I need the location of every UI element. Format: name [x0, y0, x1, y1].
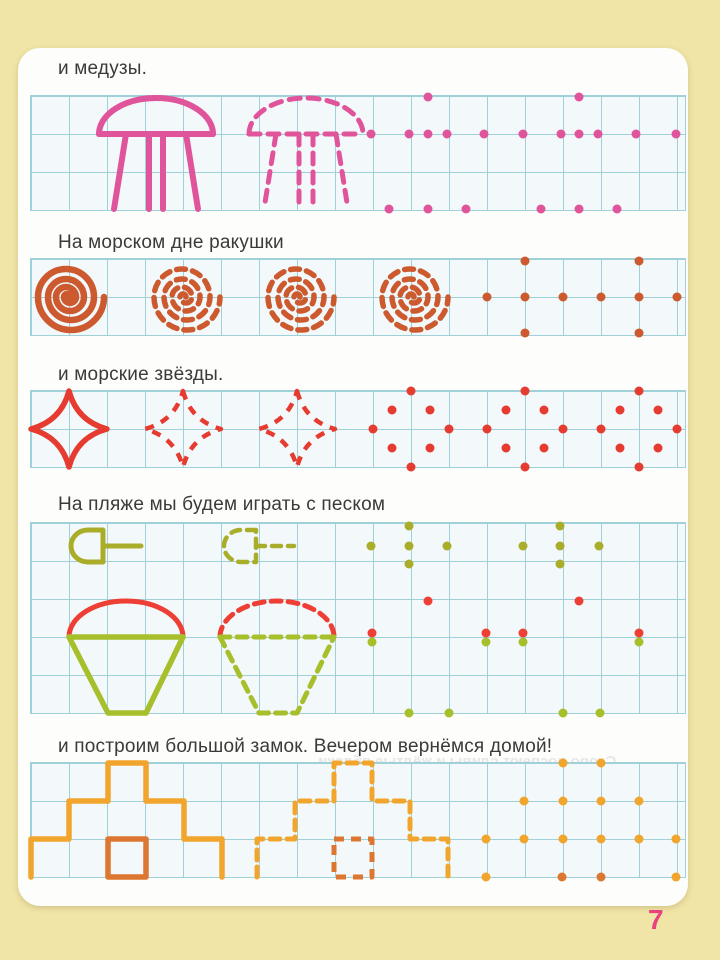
spiral-dashed — [154, 269, 448, 330]
star-dashed — [145, 391, 335, 467]
spiral-dot-guides — [483, 257, 682, 338]
caption-stars: и морские звёзды. — [58, 364, 224, 385]
practice-grid-jellyfish — [30, 95, 686, 211]
bucket-solid-handle — [69, 601, 183, 637]
jellyfish-dot-guides — [367, 93, 681, 214]
star-solid — [31, 391, 107, 467]
bucket-solid-body — [69, 637, 183, 713]
shovel-dot-guides — [367, 522, 604, 569]
workbook-page — [18, 48, 688, 906]
bucket-dot-guides-red — [368, 597, 644, 638]
star-dot-guides — [369, 387, 682, 472]
jellyfish-solid — [99, 98, 213, 209]
castle-drawings — [31, 763, 685, 877]
caption-sand: На пляже мы будем играть с песком — [58, 494, 386, 515]
castle-dot-guides — [482, 759, 681, 882]
page-number: 7 — [648, 904, 664, 935]
jellyfish-dashed — [249, 98, 363, 209]
castle-door-solid — [108, 839, 146, 877]
castle-solid — [31, 763, 222, 877]
jellyfish-drawings — [31, 96, 685, 210]
castle-dashed — [257, 763, 448, 877]
sand-toy-drawings — [31, 523, 685, 713]
practice-grid-castle — [30, 762, 686, 878]
caption-jellyfish: и медузы. — [58, 58, 148, 79]
castle-door-dot-guides — [558, 873, 606, 882]
shovel-dashed — [224, 530, 294, 562]
caption-shells: На морском дне ракушки — [58, 232, 284, 253]
practice-grid-stars — [30, 390, 686, 468]
caption-castle: и построим большой замок. Вечером вернёмся домой! — [58, 736, 553, 757]
bucket-dashed-body — [220, 637, 334, 713]
spiral-solid — [38, 269, 104, 330]
bucket-dashed-handle — [220, 601, 334, 637]
shovel-solid — [71, 530, 141, 562]
star-drawings — [31, 391, 685, 467]
castle-door-dashed — [334, 839, 372, 877]
practice-grid-shells — [30, 258, 686, 336]
practice-grid-sand-toys — [30, 522, 686, 714]
bucket-dot-guides-green — [368, 638, 644, 718]
spiral-drawings — [31, 259, 685, 335]
